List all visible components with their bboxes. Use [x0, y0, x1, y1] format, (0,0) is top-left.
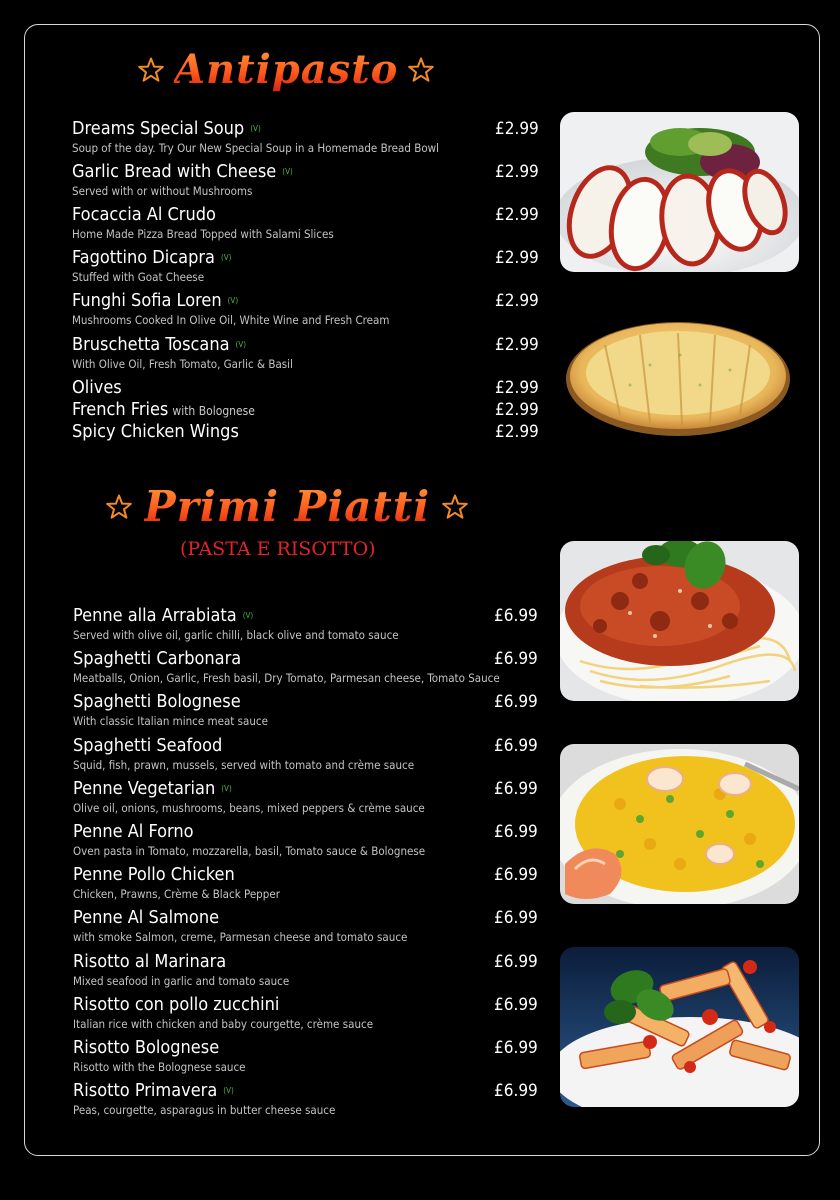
- menu-item-price: £6.99: [494, 779, 538, 799]
- vegetarian-badge: (V): [282, 167, 293, 176]
- menu-item-description: Olive oil, onions, mushrooms, beans, mixed peppers & crème sauce: [73, 801, 425, 815]
- menu-item-price: £6.99: [494, 736, 538, 756]
- item-name-text: Penne alla Arrabiata: [73, 605, 237, 626]
- primi-subtitle: (PASTA E RISOTTO): [180, 538, 376, 560]
- menu-item-name: [72, 377, 122, 399]
- item-name-text: Penne Al Salmone: [73, 907, 220, 928]
- menu-item-description: With classic Italian mince meat sauce: [73, 714, 268, 728]
- menu-item: [72, 118, 555, 140]
- menu-item: [73, 691, 554, 713]
- menu-item: [73, 605, 554, 627]
- menu-item: [73, 1080, 554, 1102]
- menu-item: [73, 648, 554, 670]
- star-icon: [106, 494, 132, 520]
- menu-item-price: £2.99: [495, 335, 539, 355]
- menu-item-name: [72, 399, 255, 422]
- menu-item-description: Home Made Pizza Bread Topped with Salami Slices: [72, 227, 334, 241]
- menu-item-name: [73, 907, 219, 929]
- menu-item-description: Served with or without Mushrooms: [72, 184, 253, 198]
- item-name-text: Risotto Bolognese: [73, 1037, 220, 1058]
- menu-item-name: [73, 778, 232, 800]
- menu-item-name: [73, 951, 226, 973]
- menu-item-price: £2.99: [495, 248, 539, 268]
- antipasto-title: Antipasto: [174, 46, 399, 93]
- menu-item: [73, 994, 554, 1016]
- menu-item: [73, 778, 554, 800]
- menu-item-name: [73, 864, 235, 886]
- menu-item-name: [72, 290, 238, 312]
- menu-item-description: Stuffed with Goat Cheese: [72, 270, 205, 284]
- menu-item-description: Soup of the day. Try Our New Special Soup in a Homemade Bread Bowl: [72, 141, 440, 155]
- menu-item-description: Squid, fish, prawn, mussels, served with tomato and crème sauce: [73, 758, 415, 772]
- menu-item-description: with smoke Salmon, creme, Parmesan cheese and tomato sauce: [73, 930, 408, 944]
- menu-item-description: Risotto with the Bolognese sauce: [73, 1060, 246, 1074]
- menu-item: [73, 1037, 554, 1059]
- menu-item-description: Oven pasta in Tomato, mozzarella, basil, Tomato sauce & Bolognese: [73, 844, 426, 858]
- menu-item-name: [73, 605, 253, 627]
- menu-item: [72, 161, 555, 183]
- menu-item: [73, 821, 554, 843]
- menu-item-name: [73, 1037, 219, 1059]
- item-name-text: Spaghetti Carbonara: [73, 648, 242, 669]
- star-icon: [408, 57, 434, 83]
- menu-item-name: [73, 994, 279, 1016]
- menu-item: [72, 399, 555, 421]
- menu-item-price: £2.99: [495, 205, 539, 225]
- menu-item-price: £2.99: [495, 400, 539, 420]
- menu-item-name: [73, 648, 241, 670]
- menu-item-description: Served with olive oil, garlic chilli, black olive and tomato sauce: [73, 628, 399, 642]
- item-name-text: Risotto Primavera: [73, 1080, 218, 1101]
- star-icon: [442, 494, 468, 520]
- menu-item-price: £6.99: [494, 865, 538, 885]
- menu-item-price: £6.99: [494, 908, 538, 928]
- item-name-text: French Fries: [72, 399, 169, 420]
- menu-item-price: £6.99: [494, 952, 538, 972]
- menu-item-name: [72, 334, 246, 356]
- menu-item-description: Mushrooms Cooked In Olive Oil, White Wine and Fresh Cream: [72, 313, 390, 327]
- menu-item-name: [73, 735, 222, 757]
- menu-item: [72, 290, 555, 312]
- vegetarian-badge: (V): [223, 1086, 234, 1095]
- menu-item-name: [73, 1080, 234, 1102]
- menu-item-name: [72, 204, 216, 226]
- primi-heading: [106, 482, 468, 531]
- menu-item-price: £6.99: [494, 606, 538, 626]
- menu-item-description: Chicken, Prawns, Crème & Black Pepper: [73, 887, 280, 901]
- menu-item-price: £2.99: [495, 422, 539, 442]
- item-name-text: Risotto al Marinara: [73, 951, 227, 972]
- menu-item-price: £2.99: [495, 162, 539, 182]
- vegetarian-badge: (V): [242, 611, 254, 620]
- menu-item: [73, 864, 554, 886]
- antipasto-heading: [138, 46, 434, 93]
- menu-item: [73, 907, 554, 929]
- item-name-text: Penne Al Forno: [73, 821, 194, 842]
- menu-item: [72, 421, 555, 443]
- vegetarian-badge: (V): [250, 124, 261, 133]
- item-name-text: Spaghetti Bolognese: [73, 691, 241, 712]
- vegetarian-badge: (V): [221, 784, 232, 793]
- menu-item-price: £6.99: [494, 822, 538, 842]
- item-name-text: Spicy Chicken Wings: [72, 421, 239, 442]
- menu-item: [72, 247, 555, 269]
- item-note: with Bolognese: [172, 404, 255, 418]
- item-name-text: Olives: [72, 377, 122, 398]
- menu-item-price: £6.99: [494, 692, 538, 712]
- vegetarian-badge: (V): [235, 340, 247, 349]
- garlic-bread-pizza-photo: [560, 315, 799, 440]
- menu-item-price: £2.99: [495, 291, 539, 311]
- item-name-text: Risotto con pollo zucchini: [73, 994, 280, 1015]
- star-icon: [138, 57, 164, 83]
- menu-item-description: Italian rice with chicken and baby courgette, crème sauce: [73, 1017, 374, 1031]
- menu-item-price: £6.99: [494, 1081, 538, 1101]
- menu-item-price: £2.99: [495, 378, 539, 398]
- item-name-text: Focaccia Al Crudo: [72, 204, 216, 225]
- vegetarian-badge: (V): [220, 253, 232, 262]
- menu-item: [72, 204, 555, 226]
- menu-item-price: £2.99: [495, 119, 539, 139]
- spaghetti-bolognese-photo: [560, 541, 799, 701]
- menu-item: [72, 377, 555, 399]
- menu-item-price: £6.99: [494, 1038, 538, 1058]
- menu-item-name: [72, 421, 239, 443]
- penne-arrabiata-photo: [560, 947, 799, 1107]
- item-name-text: Penne Vegetarian: [73, 778, 216, 799]
- caprese-salad-photo: [560, 112, 799, 272]
- menu-item: [73, 735, 554, 757]
- item-name-text: Bruschetta Toscana: [72, 334, 230, 355]
- menu-item-name: [72, 247, 231, 269]
- seafood-risotto-photo: [560, 744, 799, 904]
- menu-item-name: [72, 118, 261, 140]
- menu-item-description: Peas, courgette, asparagus in butter cheese sauce: [73, 1103, 336, 1117]
- menu-item-description: With Olive Oil, Fresh Tomato, Garlic & Basil: [72, 357, 293, 371]
- menu-item: [72, 334, 555, 356]
- menu-item-name: [73, 821, 194, 843]
- menu-item-description: Mixed seafood in garlic and tomato sauce: [73, 974, 290, 988]
- menu-item-price: £6.99: [494, 995, 538, 1015]
- menu-item: [73, 951, 554, 973]
- primi-title: Primi Piatti: [144, 482, 431, 531]
- menu-item-name: [73, 691, 241, 713]
- vegetarian-badge: (V): [227, 296, 239, 305]
- item-name-text: Funghi Sofia Loren: [72, 290, 222, 311]
- menu-item-description: Meatballs, Onion, Garlic, Fresh basil, Dry Tomato, Parmesan cheese, Tomato Sauce: [73, 671, 500, 685]
- item-name-text: Spaghetti Seafood: [73, 735, 223, 756]
- menu-item-name: [72, 161, 293, 183]
- item-name-text: Penne Pollo Chicken: [73, 864, 235, 885]
- item-name-text: Fagottino Dicapra: [72, 247, 215, 268]
- item-name-text: Garlic Bread with Cheese: [72, 161, 277, 182]
- item-name-text: Dreams Special Soup: [72, 118, 245, 139]
- menu-item-price: £6.99: [494, 649, 538, 669]
